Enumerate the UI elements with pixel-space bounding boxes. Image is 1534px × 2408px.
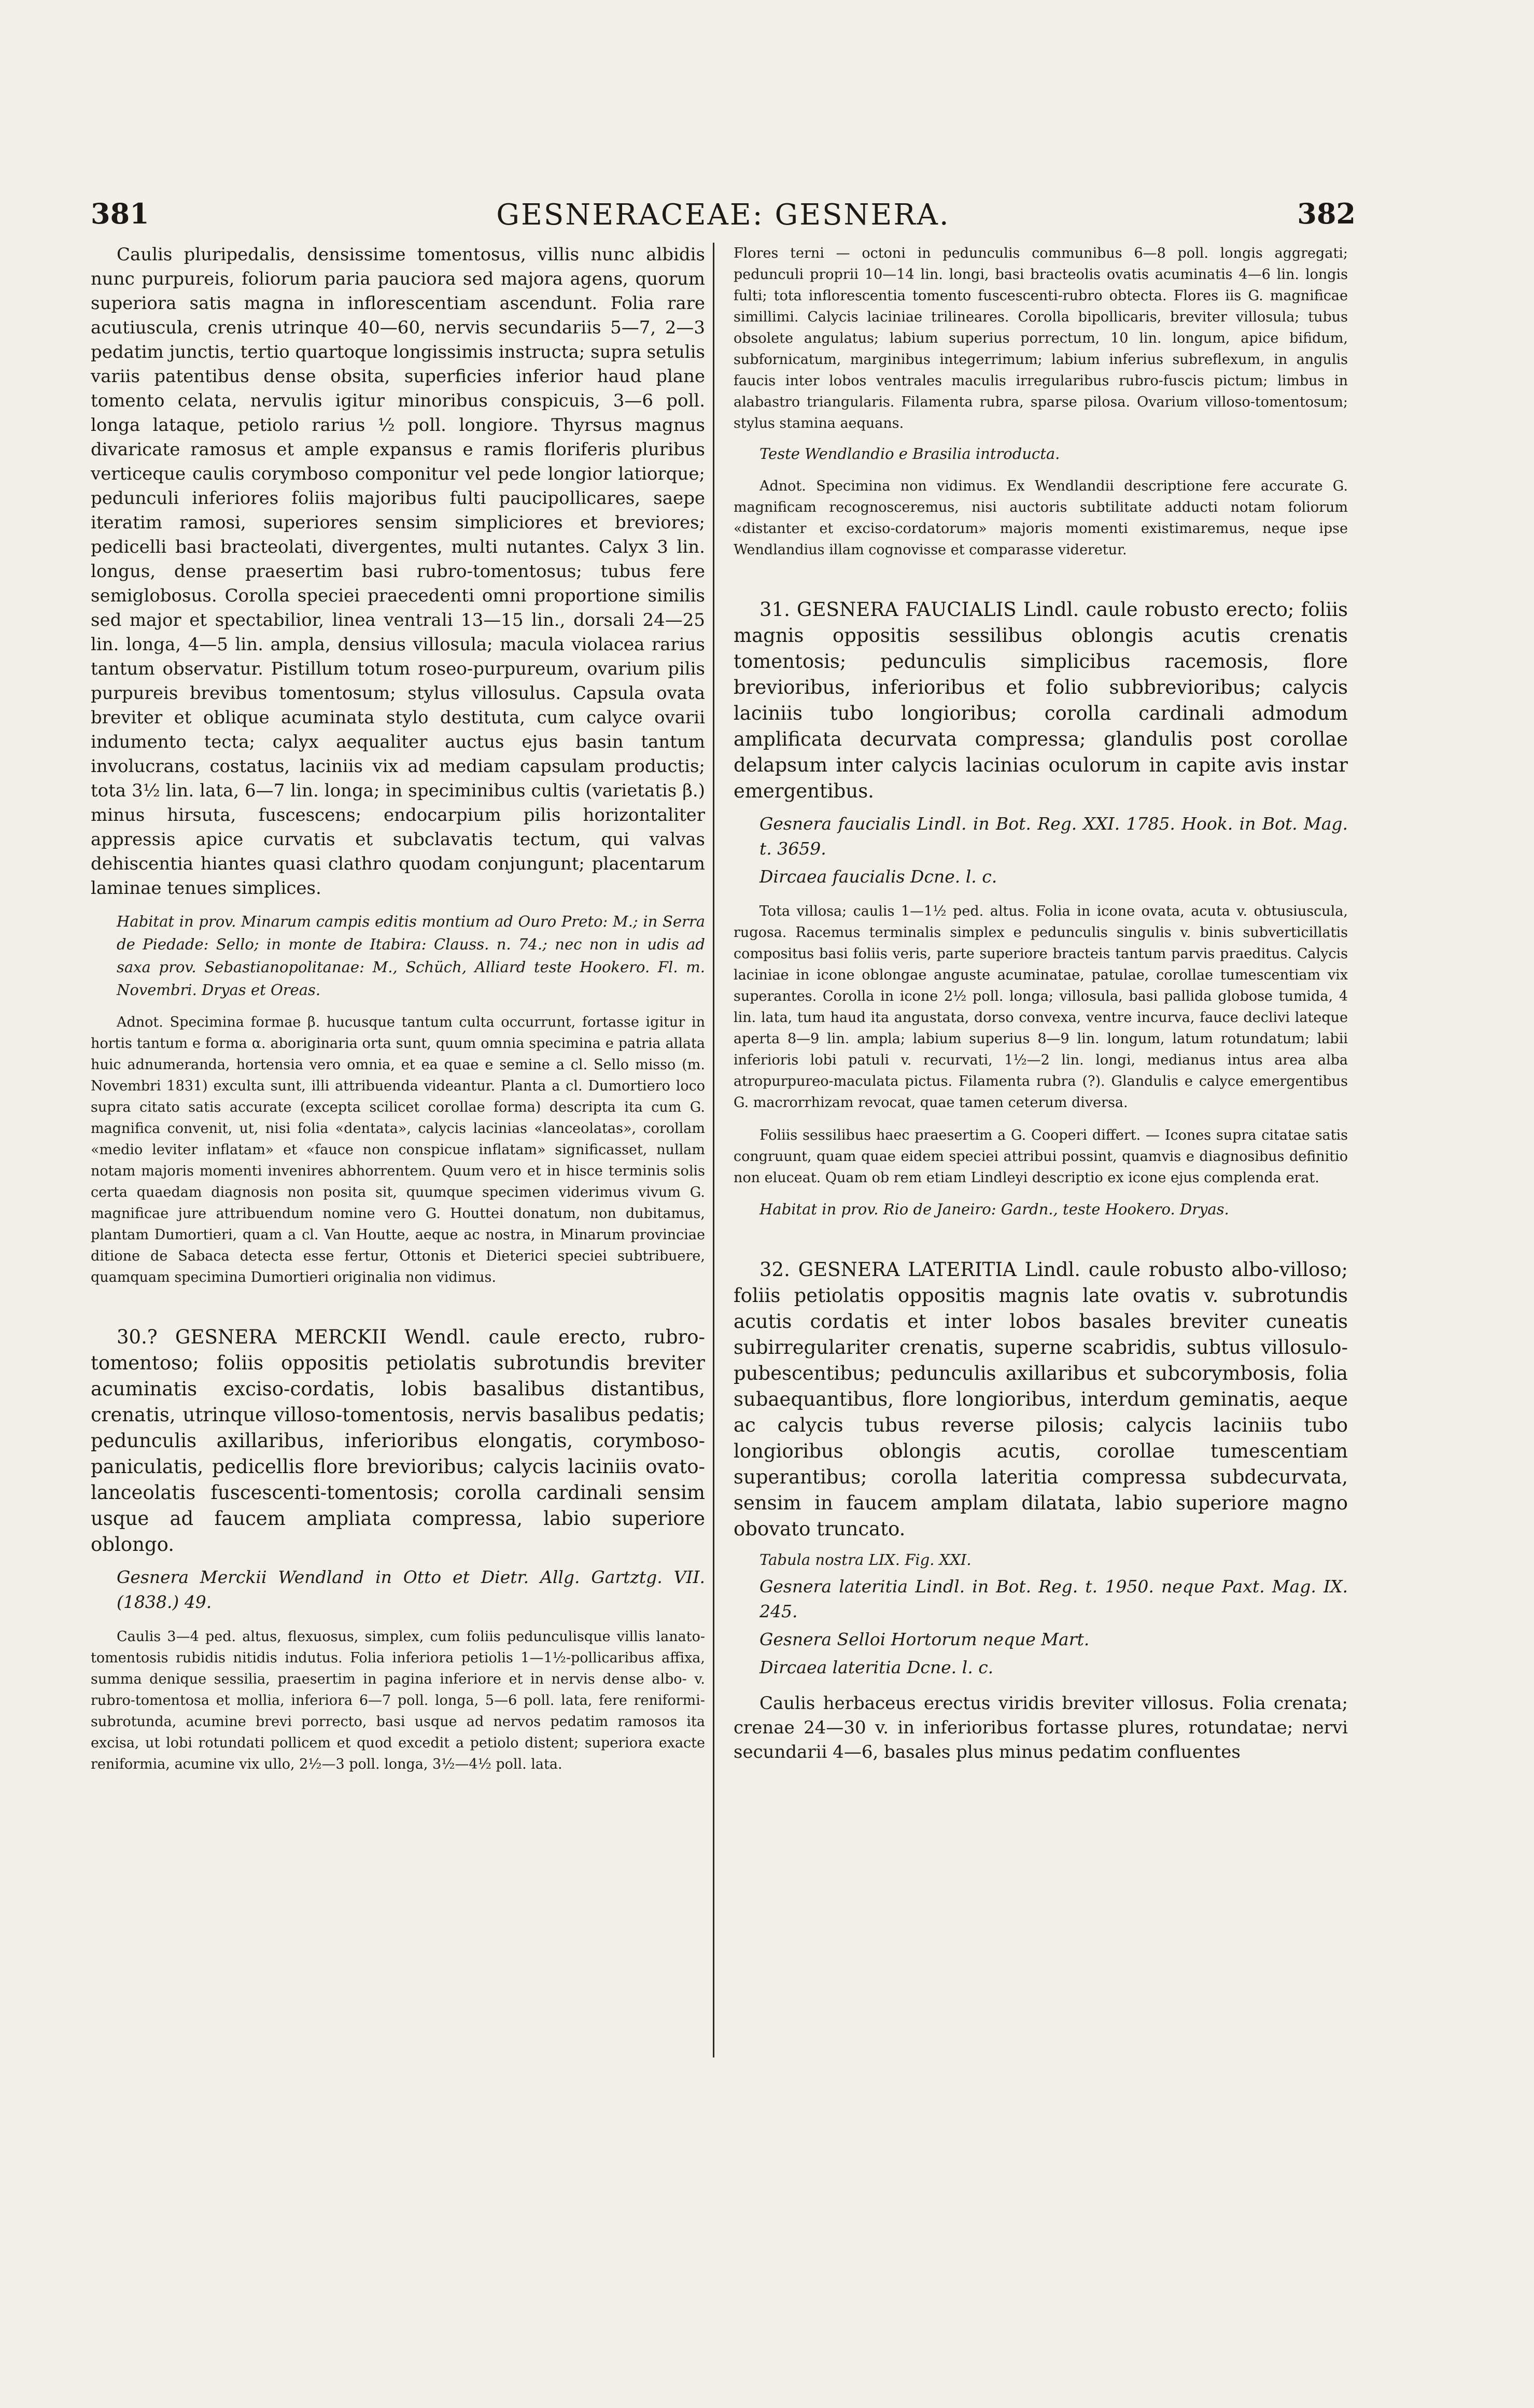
- page-number-left: 381: [91, 197, 149, 230]
- species-32-synonym-2: Gesnera Selloi Hortorum neque Mart.: [759, 1629, 1090, 1649]
- left-column: [91, 243, 705, 1775]
- species-30-diagnosis: 30.? GESNERA MERCKII Wendl. caule erecto, rubro-tomentoso; foliis oppositis petiolatis subrotundis breviter acuminatis exciso-cordatis, lobis basalibus distantibus, crenatis, utrinque villoso-tomentosis, nervis basalibus pedatis; pedunculis axillaribus, inferioribus elongatis, corymboso-paniculatis, pedicellis flore breviorіbus; calycis laciniis ovato-lanceolatis fuscescenti-tomentosis; corolla cardinali sensim usque ad faucem ampliata compressa, labio superiore oblongo.: [91, 1326, 705, 1556]
- species-32-synonym-3: Dircaea lateritia Dcne. l. c.: [759, 1657, 994, 1677]
- page-header: [91, 193, 1356, 234]
- column-divider: [713, 243, 714, 2057]
- species-32-plate: Tabula nostra LIX. Fig. XXI.: [759, 1551, 972, 1569]
- description-paragraph: Caulis pluripedalis, densissime tomentosus, villis nunc albidis nunc purpureis, foliorum paria pauciora sed majora agens, quorum superiora satis magna in inflorescentiam ascendunt. Folia rare acutiuscula, crenis utrinque 40—60, nervis secundariis 5—7, 2—3 pedatim junctis, tertio quartoque longissimis instructa; supra setulis variis patentibus dense obsita, superficies inferior haud plane tomento celata, nervulis igitur minoribus conspicuis, 3—6 poll. longa lataque, petiolo rarius ½ poll. longiore. Thyrsus magnus divaricate ramosus et ample expansus e ramis floriferis pluribus verticeque caulis corymboso componitur vel pede longior latiorque; pedunculi inferiores foliis majoribus fulti paucipollicares, saepe iteratim ramosi, superiores sensim simpliciores et breviores; pedicelli basi bracteolati, divergentes, multi nutantes. Calyx 3 lin. longus, dense praesertim basi rubro-tomentosus; tubus fere semiglobosus. Corolla speciei praecedenti omni proportione similis sed major et spectabilior, linea ventrali 13—15 lin., dorsali 24—25 lin. longa, 4—5 lin. ampla, densius villosula; macula violacea rarius tantum observatur. Pistillum totum roseo-purpureum, ovarium pilis purpureis brevibus tomentosum; stylus villosulus. Capsula ovata breviter et oblique acuminata stylo destituta, cum calyce ovarii indumento tecta; calyx aequaliter auctus ejus basin tantum involucrans, costatus, laciniis vix ad mediam capsulam productis; tota 3½ lin. lata, 6—7 lin. longa; in speciminibus cultis (varietatis β.) minus hirsuta, fuscescens; endocarpium pilis horizontaliter appressis apice curvatis et subclavatis tectum, qui valvas dehiscentia hiantes quasi clathro quodam conjungunt; placentarum laminae tenues simplices.: [91, 244, 705, 899]
- habitat-note: Habitat in prov. Minarum campis editis montium ad Ouro Preto: M.; in Serra de Piedade: Sello; in monte de Itabira: Clauss. n. 74.; nec non in udis ad saxa prov. Sebastianopolitanae: M., Schüch, Alliard teste Hookero. Fl. m. Novembri. Dryas et Oreas.: [117, 913, 705, 999]
- species-32-synonym-1: Gesnera lateritia Lindl. in Bot. Reg. t. 1950. neque Paxt. Mag. IX. 245.: [759, 1576, 1348, 1621]
- species-30-description: Caulis 3—4 ped. altus, flexuosus, simplex, cum foliis pedunculisque villis lanato-tomentosis rubidis nitidis indutus. Folia inferiora petiolis 1—1½-pollicaribus affixa, summa denique sessilia, praesertim in pagina inferiore et in nervis dense albo- v. rubro-tomentosa et mollia, inferiora 6—7 poll. longa, 5—6 poll. lata, fere reniformi-subrotunda, acumine brevi porrecto, basi usque ad nervos pedatim ramosos ita excisa, ut lobi rotundati pollicem et quod excedit a petiolo distent; superiora exacte reniformia, acumine vix ullo, 2½—3 poll. longa, 3½—4½ poll. lata.: [91, 1629, 705, 1772]
- species-31-habitat: Habitat in prov. Rio de Janeiro: Gardn., teste Hookero. Dryas.: [759, 1200, 1229, 1218]
- adnotatio-30: Adnot. Specimina non vidimus. Ex Wendlandii descriptione fere accurate G. magnificam recognosceremus, nisi auctoris subtilitate adducti notam foliorum «distanter et exciso-cordatorum» majoris momenti existimaremus, neque ipse Wendlandius illam cognovisse et comparasse videretur.: [734, 478, 1348, 558]
- species-32-diagnosis: 32. GESNERA LATERITIA Lindl. caule robusto albo-villoso; foliis petiolatis oppositis magnis late ovatis v. subrotundis acutis cordatis et inter lobos basales breviter cuneatis subirregulariter crenatis, superne scabridis, subtus villosulo-pubescentibus; pedunculis axillaribus et subcorymbosis, folia subaequantibus, flore longioribus, interdum geminatis, aeque ac calycis tubus reverse pilosis; calycis laciniis tubo longioribus oblongis acutis, corollae tumescentiam superantibus; corolla lateritia compressa subdecurvata, sensim in faucem amplam dilatata, labio superiore magno obovato truncato.: [734, 1258, 1348, 1540]
- species-31-diagnosis: 31. GESNERA FAUCIALIS Lindl. caule robusto erecto; foliis magnis oppositis sessilibus oblongis acutis crenatis tomentosis; pedunculis simplicibus racemosis, flore brevioribus, inferioribus et folio subbrevioribus; calycis laciniis tubo longioribus; corolla cardinali admodum amplificata decurvata compressa; glandulis post corollae delapsum inter calycis lacinias oculorum in capite avis instar emergentibus.: [734, 598, 1348, 802]
- species-32-description: Caulis herbaceus erectus viridis breviter villosus. Folia crenata; crenae 24—30 v. in inferioribus fortasse plures, rotundatae; nervi secundarii 4—6, basales plus minus pedatim confluentes: [734, 1693, 1348, 1762]
- species-30-flowers: Flores terni — octoni in pedunculis communibus 6—8 poll. longis aggregati; pedunculi proprii 10—14 lin. longi, basi bracteolis ovatis acuminatis 4—6 lin. longis fulti; tota inflorescentia tomento fuscescenti-rubro obtecta. Flores iis G. magnificae simillimi. Calycis laciniae trilineares. Corolla bipollicaris, breviter villosula; tubus obsolete angulatus; labium superius porrectum, 10 lin. longum, apice bifidum, subfornicatum, marginibus integerrimum; labium inferius subreflexum, in angulis faucis inter lobos ventrales maculis irregularibus rubro-fuscis pictum; limbus in alabastro triangularis. Filamenta rubra, sparse pilosa. Ovarium villoso-tomentosum; stylus stamina aequans.: [734, 245, 1348, 431]
- running-head: GESNERACEAE: GESNERA.: [496, 198, 950, 232]
- species-31-synonym-1: Gesnera faucialis Lindl. in Bot. Reg. XXI. 1785. Hook. in Bot. Mag. t. 3659.: [759, 814, 1348, 859]
- species-31-synonym-2: Dircaea faucialis Dcne. l. c.: [759, 866, 997, 887]
- species-30-synonym: Gesnera Merckii Wendland in Otto et Dietr. Allg. Gartztg. VII. (1838.) 49.: [117, 1567, 705, 1612]
- species-31-note: Foliis sessilibus haec praesertim a G. Cooperi differt. — Icones supra citatae satis congruunt, quam quae eidem speciei attribui possint, quamvis e diagnosibus definitio non eluceat. Quam ob rem etiam Lindleyi descriptio ex icone ejus complenda erat.: [734, 1127, 1348, 1186]
- page-number-right: 382: [1297, 197, 1356, 230]
- right-column: [734, 243, 1348, 1765]
- teste-note: Teste Wendlandio e Brasilia introducta.: [759, 445, 1060, 463]
- adnotatio: Adnot. Specimina formae β. hucusque tantum culta occurrunt, fortasse igitur in hortis tantum e forma α. aboriginaria orta sunt, quum omnia specimina e patria allata huic adnumeranda, hortensia vero omnia, et ea quae e semine a cl. Sello misso (m. Novembri 1831) exculta sunt, illi attribuenda videantur. Planta a cl. Dumortiero loco supra citato satis accurate (excepta scilicet corollae forma) descripta ita cum G. magnifica convenit, ut, nisi folia «dentata», calycis lacinias «lanceolatas», corollam «medio leviter inflatam» et «fauce non conspicue inflatam» significasset, nullam notam majoris momenti invenires abhorrentem. Quum vero et in hisce terminis solis certa quaedam diagnosis non posita sit, quumque specimen viderimus vivum G. magnificae jure attribuendum nomine vero G. Houttei donatum, non dubitamus, plantam Dumortieri, quam a cl. Van Houtte, aeque ac nostra, in Minarum provinciae ditione de Sabaca detecta esse fertur, Ottonis et Dieterici speciei subtribuere, quamquam specimina Dumortieri originalia non vidimus.: [91, 1014, 705, 1285]
- species-31-description: Tota villosa; caulis 1—1½ ped. altus. Folia in icone ovata, acuta v. obtusiuscula, rugosa. Racemus terminalis simplex e pedunculis singulis v. binis subverticillatis compositus basi foliis veris, parte superiore bracteis tantum parvis praeditus. Calycis laciniae in icone oblongae anguste acuminatae, patulae, corollae tumescentiam vix superantes. Corolla in icone 2½ poll. longa; villosula, basi pallida globose tumida, 4 lin. lata, tum haud ita angustata, dorso convexa, ventre incurva, fauce declivi lateque aperta 8—9 lin. ampla; labium superius 8—9 lin. longum, latum rotundatum; labii inferioris lobi patuli v. recurvati, 1½—2 lin. longi, medianus intus area alba atropurpureo-maculata pictus. Filamenta rubra (?). Glandulis e calyce emergentibus G. macrorrhizam revocat, quae tamen ceterum diversa.: [734, 903, 1348, 1111]
